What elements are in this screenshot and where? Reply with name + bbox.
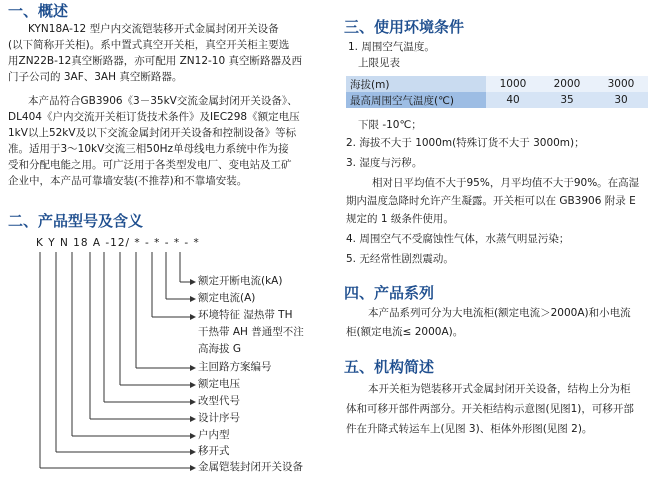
- section-title-model: 二、产品型号及含义: [8, 212, 144, 230]
- model-code-diagram-lines: [0, 0, 330, 480]
- model-item-modification-code: 改型代号: [198, 395, 240, 407]
- model-item-rated-current: 额定电流(A): [198, 292, 256, 304]
- table-cell: 3000: [594, 76, 648, 92]
- model-item-metal-armored: 金属铠装封闭开关设备: [198, 461, 303, 473]
- env-lower-limit: 下限 -10℃；: [358, 119, 422, 131]
- env-item-3-line3: 规定的 1 级条件使用。: [346, 213, 454, 225]
- section-title-mechanism: 五、机构简述: [344, 358, 435, 376]
- env-item-4: 4. 周围空气不受腐蚀性气体，水蒸气明显污染；: [346, 233, 570, 245]
- table-label-altitude: 海拔(m): [346, 76, 486, 92]
- env-item-3: 3. 湿度与污秽。: [346, 157, 423, 169]
- section-title-series: 四、产品系列: [344, 284, 435, 302]
- model-item-environment: 环境特征 湿热带 TH: [198, 309, 293, 321]
- table-label-max-temp: 最高周围空气温度(℃): [346, 92, 486, 108]
- model-item-breaking-current: 额定开断电流(kA): [198, 275, 283, 287]
- env-item-3-line1: 相对日平均值不大于95%，月平均值不大于90%。在高湿: [372, 177, 640, 189]
- env-item-3-line2: 期内温度急降时允许产生凝露。开关柜可以在 GB3906 附录 E: [346, 195, 636, 207]
- overview-para2-line2: DL404《户内交流开关柜订货技术条件》及IEC298《额定电压: [8, 111, 300, 123]
- overview-para2-line4: 准。适用于3～10kV交流三相50Hz单母线电力系统中作为接: [8, 143, 289, 155]
- table-cell: 1000: [486, 76, 540, 92]
- mechanism-line2: 体和可移开部件两部分。开关柜结构示意图(见图1)，可移开部: [346, 403, 634, 415]
- altitude-temperature-table: [346, 76, 648, 108]
- series-line2: 柜(额定电流≤ 2000A)。: [346, 326, 464, 338]
- model-item-environment-dry: 干热带 AH 普通型不注: [198, 326, 304, 338]
- model-item-withdrawable: 移开式: [198, 445, 230, 457]
- mechanism-line3: 件在升降式转运车上(见图 3)、柜体外形图(见图 2)。: [346, 423, 593, 435]
- section-title-environment: 三、使用环境条件: [344, 18, 465, 36]
- overview-para2-line3: 1kV以上52kV及以下交流金属封闭开关设备和控制设备》等标: [8, 127, 297, 139]
- table-cell: 40: [486, 92, 540, 108]
- overview-para1-line2: (以下简称开关柜)。系中置式真空开关柜，真空开关柜主要选: [8, 39, 290, 51]
- model-item-indoor: 户内型: [198, 429, 230, 441]
- table-cell: 35: [540, 92, 594, 108]
- overview-para2-line5: 受和分配电能之用。可广泛用于各类型发电厂、变电站及工矿: [8, 159, 292, 171]
- table-cell: 2000: [540, 76, 594, 92]
- model-code: K Y N 18 A -12/ * - * - * - *: [36, 237, 200, 249]
- mechanism-line1: 本开关柜为铠装移开式金属封闭开关设备，结构上分为柜: [368, 383, 631, 395]
- env-item-5: 5. 无经常性剧烈震动。: [346, 253, 454, 265]
- env-item-1: 1. 周围空气温度。: [348, 41, 435, 53]
- model-item-rated-voltage: 额定电压: [198, 378, 240, 390]
- series-line1: 本产品系列可分为大电流柜(额定电流＞2000A)和小电流: [368, 307, 631, 319]
- section-title-overview: 一、概述: [8, 2, 69, 20]
- table-cell: 30: [594, 92, 648, 108]
- overview-para1-line3: 用ZN22B-12真空断路器，亦可配用 ZN12-10 真空断路器及西: [8, 55, 302, 67]
- model-item-environment-altitude: 高海拔 G: [198, 343, 241, 355]
- overview-para1-line1: KYN18A-12 型户内交流铠装移开式金属封闭开关设备: [28, 23, 279, 35]
- env-item-2: 2. 海拔不大于 1000m(特殊订货不大于 3000m)；: [346, 137, 585, 149]
- model-item-scheme-number: 主回路方案编号: [198, 361, 272, 373]
- overview-para2-line1: 本产品符合GB3906《3－35kV交流金属封闭开关设备》、: [28, 95, 298, 107]
- overview-para1-line4: 门子公司的 3AF、3AH 真空断路器。: [8, 71, 183, 83]
- env-item-1-sub: 上限见表: [358, 57, 400, 69]
- overview-para2-line6: 企业中，本产品可靠墙安装(不推荐)和不靠墙安装。: [8, 175, 248, 187]
- model-item-design-number: 设计序号: [198, 412, 240, 424]
